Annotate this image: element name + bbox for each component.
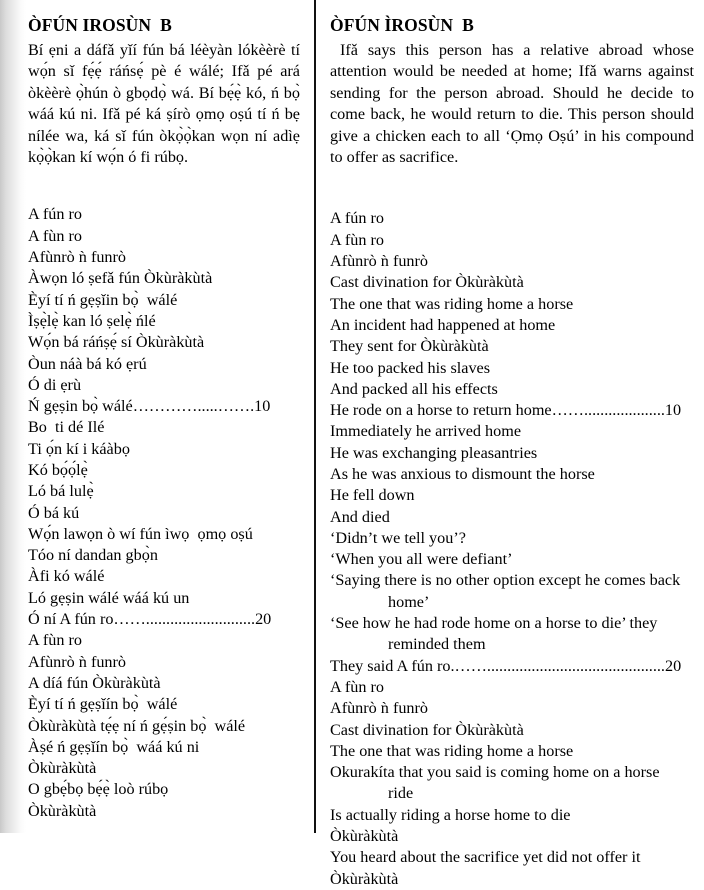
right-column-verse-list bbox=[330, 208, 694, 890]
left-column-verse-list bbox=[28, 204, 300, 822]
verse-line: ‘When you all were defiant’ bbox=[330, 550, 513, 569]
verse-line: O gbẹ́bọ bẹ́ẹ̀ loò rúbọ bbox=[28, 780, 169, 799]
verse-line: A fún ro bbox=[28, 205, 82, 224]
left-column-heading: ÒFÚN IROSÙN B bbox=[28, 15, 172, 35]
right-column-english bbox=[316, 0, 704, 888]
right-column-intro-paragraph: Ifǎ says this person has a relative abroad whose attention would be needed at home; Ifǎ warns against sending for the person abroad. Should he decide to come back, he would return to die. This person should give a chicken each to all ‘Ọmọ Oṣú’ in his compound to offer as sacrifice. bbox=[330, 41, 694, 167]
verse-line: Tóo ní dandan gbọ̀n bbox=[28, 546, 158, 565]
verse-line: Òkùràkùtà bbox=[330, 869, 399, 888]
verse-line: ‘Didn’t we tell you’? bbox=[330, 528, 466, 547]
verse-line: Ó ní A fún ro……...........................20 bbox=[28, 610, 272, 629]
verse-line: Ló bá lulẹ̀ bbox=[28, 482, 94, 501]
verse-line: Àṣé ń gẹṣǐín bọ̀ wáá kú ni bbox=[28, 737, 200, 756]
verse-line: Èyí tí ń gẹṣǐin bọ̀ wálé bbox=[28, 290, 178, 309]
verse-line: Òkùràkùtà bbox=[28, 801, 97, 820]
verse-line: The one that was riding home a horse bbox=[330, 741, 574, 760]
verse-line: Bo ti dé Ilé bbox=[28, 418, 105, 437]
verse-line: Ìṣẹ̀lẹ̀ kan ló ṣelẹ̀ ńlé bbox=[28, 311, 156, 330]
verse-line: Òkùràkùtà bbox=[28, 759, 97, 778]
left-column-spacer bbox=[28, 168, 300, 204]
verse-line: Wọ́n lawọn ò wí fún ìwọ ọmọ oṣú bbox=[28, 524, 253, 543]
verse-line: Ló gẹṣin wálé wáá kú un bbox=[28, 588, 190, 607]
verse-line: Ti ọ́n kí i káàbọ bbox=[28, 439, 130, 458]
verse-line: Àwọn ló ṣefǎ fún Òkùràkùtà bbox=[28, 269, 213, 288]
verse-line-text: ‘See how he had rode home on a horse to die’ they bbox=[330, 614, 658, 633]
verse-line: A fùn ro bbox=[28, 631, 82, 650]
verse-line: Àfi kó wálé bbox=[28, 567, 105, 586]
left-column-intro-paragraph: Bí ẹni a dáfǎ yǐí fún bá léèyàn lókèèrè tí wọ́n sǐ fẹ́ẹ́ ráńsẹ́ pè é wálé; Ifǎ pé ará òkèèrè ọ̀hún ò gbọdọ̀ wá. Bí bẹ́ẹ̀ kó, ń bọ̀ wáá kú ni. Ifǎ pé ká ṣírò ọmọ oṣú tí ń bẹ nílée wa, ká sǐ fún òkọ̀ọ̀kan wọn ní adìẹ kọ̀ọ̀kan kí wọ́n ó fi rúbọ. bbox=[28, 41, 300, 167]
verse-line: Ó di ẹrù bbox=[28, 375, 82, 394]
verse-line-continuation: home’ bbox=[388, 592, 430, 611]
verse-line: Òkùràkùtà bbox=[330, 827, 399, 846]
verse-line: A fùn ro bbox=[330, 677, 384, 696]
verse-line: Cast divination for Òkùràkùtà bbox=[330, 720, 524, 739]
verse-line: He rode on a horse to return home……....................10 bbox=[330, 401, 682, 420]
verse-line: Òkùràkùtà tẹ́ẹ ní ń gẹ́ṣin bọ̀ wálé bbox=[28, 716, 246, 735]
verse-line bbox=[330, 613, 694, 656]
verse-line: Kó bọ́ọ́lẹ̀ bbox=[28, 461, 88, 479]
verse-line: And died bbox=[330, 507, 390, 526]
verse-line: Ó bá kú bbox=[28, 503, 80, 522]
verse-line: He too packed his slaves bbox=[330, 358, 491, 377]
verse-line: A fùn ro bbox=[28, 226, 82, 245]
verse-line: As he was anxious to dismount the horse bbox=[330, 465, 595, 483]
right-column-heading: ÒFÚN ÌROSÙN B bbox=[330, 15, 474, 35]
verse-line: And packed all his effects bbox=[330, 379, 498, 398]
left-column-yoruba bbox=[0, 0, 314, 833]
verse-line: Èyí tí ń gẹṣǐín bọ̀ wálé bbox=[28, 695, 178, 714]
verse-line: Afùnrò ǹ funrò bbox=[28, 652, 127, 671]
verse-line bbox=[330, 762, 694, 805]
verse-line: A fún ro bbox=[330, 209, 384, 228]
verse-line: Cast divination for Òkùràkùtà bbox=[330, 273, 524, 292]
verse-line: An incident had happened at home bbox=[330, 315, 556, 334]
verse-line: Ń gẹṣin bọ̀ wálé………….....…….10 bbox=[28, 397, 271, 416]
right-column-spacer bbox=[330, 168, 694, 208]
verse-line: You heard about the sacrifice yet did not offer it bbox=[330, 848, 641, 867]
verse-line: He was exchanging pleasantries bbox=[330, 443, 538, 462]
verse-line: The one that was riding home a horse bbox=[330, 294, 574, 313]
verse-line: Immediately he arrived home bbox=[330, 422, 522, 441]
verse-line: He fell down bbox=[330, 486, 415, 505]
verse-line-continuation: ride bbox=[388, 784, 414, 803]
verse-line: They sent for Òkùràkùtà bbox=[330, 337, 489, 356]
verse-line: A díá fún Òkùràkùtà bbox=[28, 673, 161, 692]
verse-line: Afùnrò ǹ funrò bbox=[330, 252, 429, 271]
verse-line bbox=[330, 570, 694, 613]
verse-line: Wọ́n bá ráńṣẹ́ sí Òkùràkùtà bbox=[28, 333, 205, 352]
verse-line: Afùnrò ǹ funrò bbox=[28, 248, 127, 267]
verse-line-continuation: reminded them bbox=[388, 635, 486, 654]
verse-line: Is actually riding a horse home to die bbox=[330, 805, 571, 824]
verse-line: Òun náà bá kó ẹrú bbox=[28, 354, 147, 373]
verse-line-text: Okurakíta that you said is coming home on a horse bbox=[330, 763, 660, 782]
verse-line: They said A fún ro.……............................................20 bbox=[330, 656, 682, 675]
verse-line: Afùnrò ǹ funrò bbox=[330, 699, 429, 718]
verse-line: A fùn ro bbox=[330, 230, 384, 249]
verse-line-text: ‘Saying there is no other option except he comes back bbox=[330, 571, 681, 590]
